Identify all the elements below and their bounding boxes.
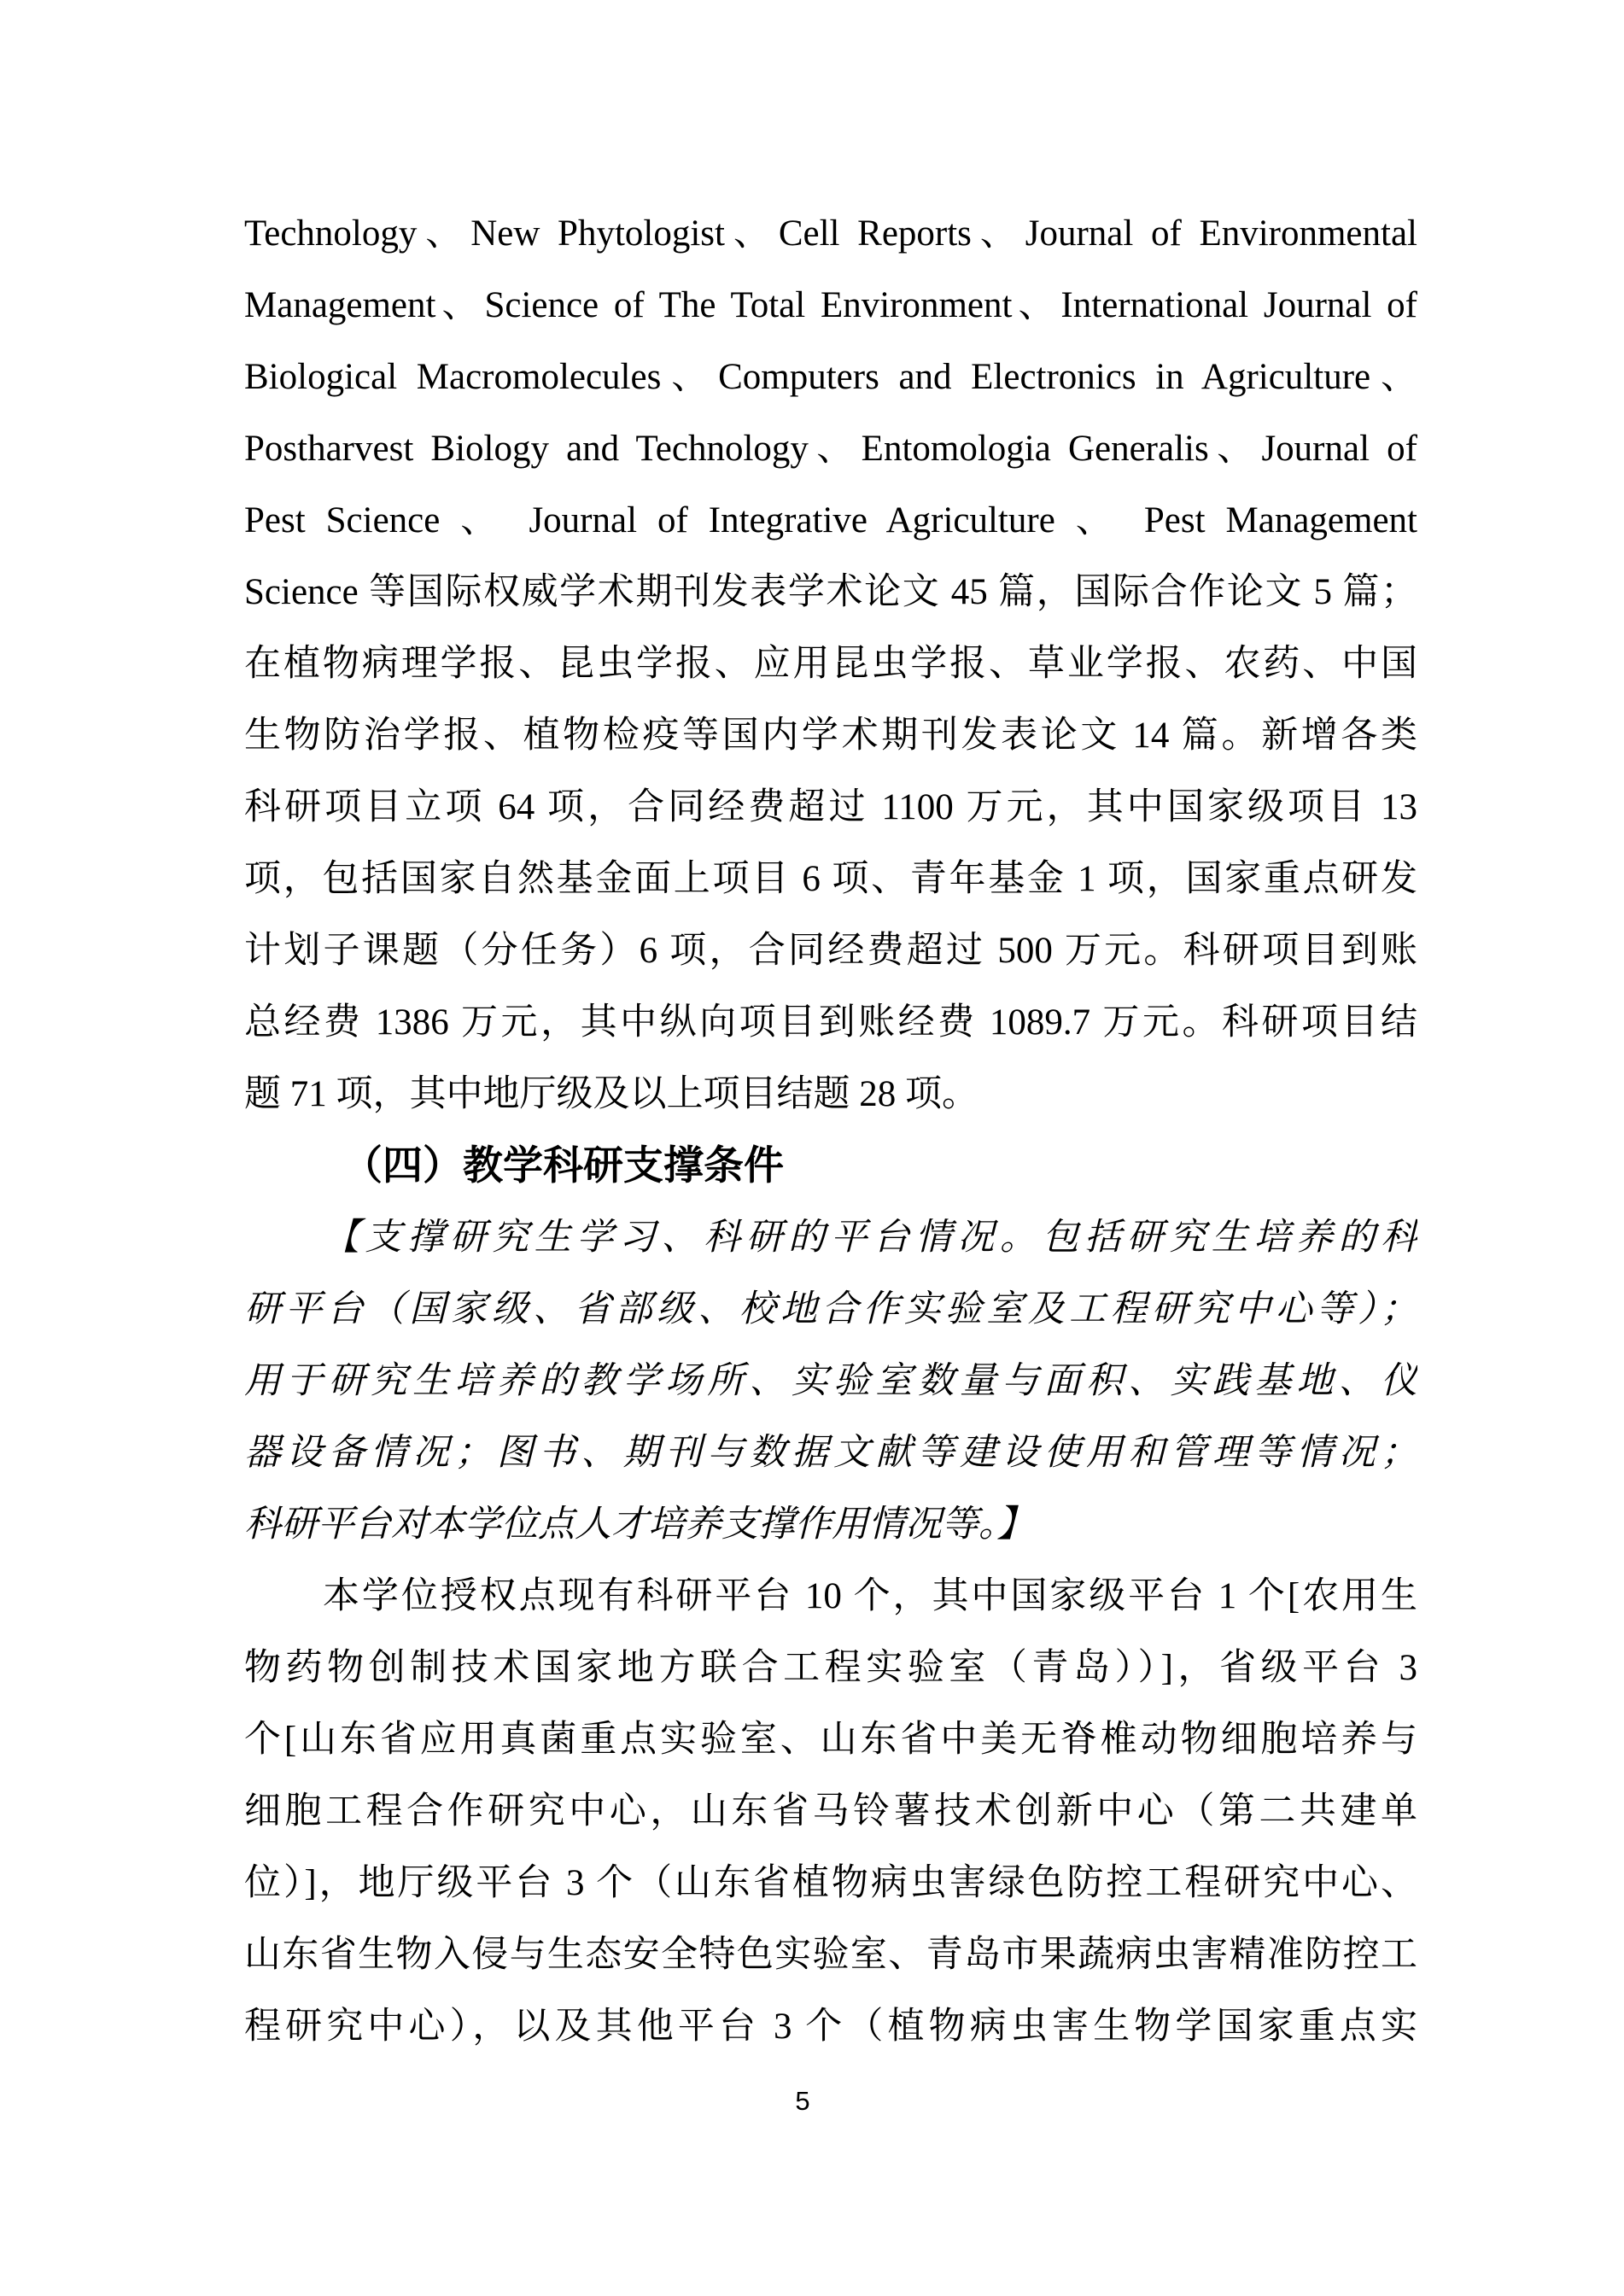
text-line: Postharvest Biology and Technology、Entomologia Generalis、Journal of <box>244 429 1417 469</box>
text-line: 位）]，地厅级平台 3 个（山东省植物病虫害绿色防控工程研究中心、 <box>244 1863 1417 1903</box>
text-line: 个[山东省应用真菌重点实验室、山东省中美无脊椎动物细胞培养与 <box>244 1720 1417 1760</box>
text-line: 研平台（国家级、省部级、校地合作实验室及工程研究中心等）； <box>244 1289 1417 1329</box>
text-line: 山东省生物入侵与生态安全特色实验室、青岛市果蔬病虫害精准防控工 <box>244 1935 1417 1975</box>
text-line: 细胞工程合作研究中心，山东省马铃薯技术创新中心（第二共建单 <box>244 1791 1417 1832</box>
text-line: Management、Science of The Total Environment、International Journal of <box>244 285 1417 325</box>
section-heading: （四）教学科研支撑条件 <box>342 1144 784 1189</box>
text-line: 生物防治学报、植物检疫等国内学术期刊发表论文 14 篇。新增各类 <box>244 716 1417 756</box>
text-line: 器设备情况；图书、期刊与数据文献等建设使用和管理等情况； <box>244 1433 1417 1473</box>
text-line: 在植物病理学报、昆虫学报、应用昆虫学报、草业学报、农药、中国 <box>244 644 1417 684</box>
text-block <box>244 198 1417 2063</box>
text-line: 科研项目立项 64 项，合同经费超过 1100 万元，其中国家级项目 13 <box>244 787 1417 827</box>
text-line: 程研究中心），以及其他平台 3 个（植物病虫害生物学国家重点实 <box>244 2007 1417 2047</box>
text-line: Pest Science 、 Journal of Integrative Agriculture 、 Pest Management <box>244 500 1417 540</box>
text-line: Science 等国际权威学术期刊发表学术论文 45 篇，国际合作论文 5 篇； <box>244 572 1417 612</box>
page-number: 5 <box>795 2086 810 2116</box>
text-line: 总经费 1386 万元，其中纵向项目到账经费 1089.7 万元。科研项目结 <box>244 1002 1417 1043</box>
text-line: 【支撑研究生学习、科研的平台情况。包括研究生培养的科 <box>323 1218 1417 1258</box>
text-line: 用于研究生培养的教学场所、实验室数量与面积、实践基地、仪 <box>244 1361 1417 1401</box>
text-line: 本学位授权点现有科研平台 10 个，其中国家级平台 1 个[农用生 <box>323 1576 1417 1616</box>
text-line: 计划子课题（分任务）6 项，合同经费超过 500 万元。科研项目到账 <box>244 931 1417 971</box>
text-line: 项，包括国家自然基金面上项目 6 项、青年基金 1 项，国家重点研发 <box>244 859 1417 899</box>
text-line: Biological Macromolecules、Computers and Electronics in Agriculture、 <box>244 357 1417 397</box>
text-line: 物药物创制技术国家地方联合工程实验室（青岛））]，省级平台 3 <box>244 1648 1417 1688</box>
text-line: 题 71 项，其中地厅级及以上项目结题 28 项。 <box>244 1074 978 1114</box>
text-line: Technology、New Phytologist、Cell Reports、Journal of Environmental <box>244 213 1417 254</box>
text-line: 科研平台对本学位点人才培养支撑作用情况等。】 <box>244 1504 1034 1545</box>
